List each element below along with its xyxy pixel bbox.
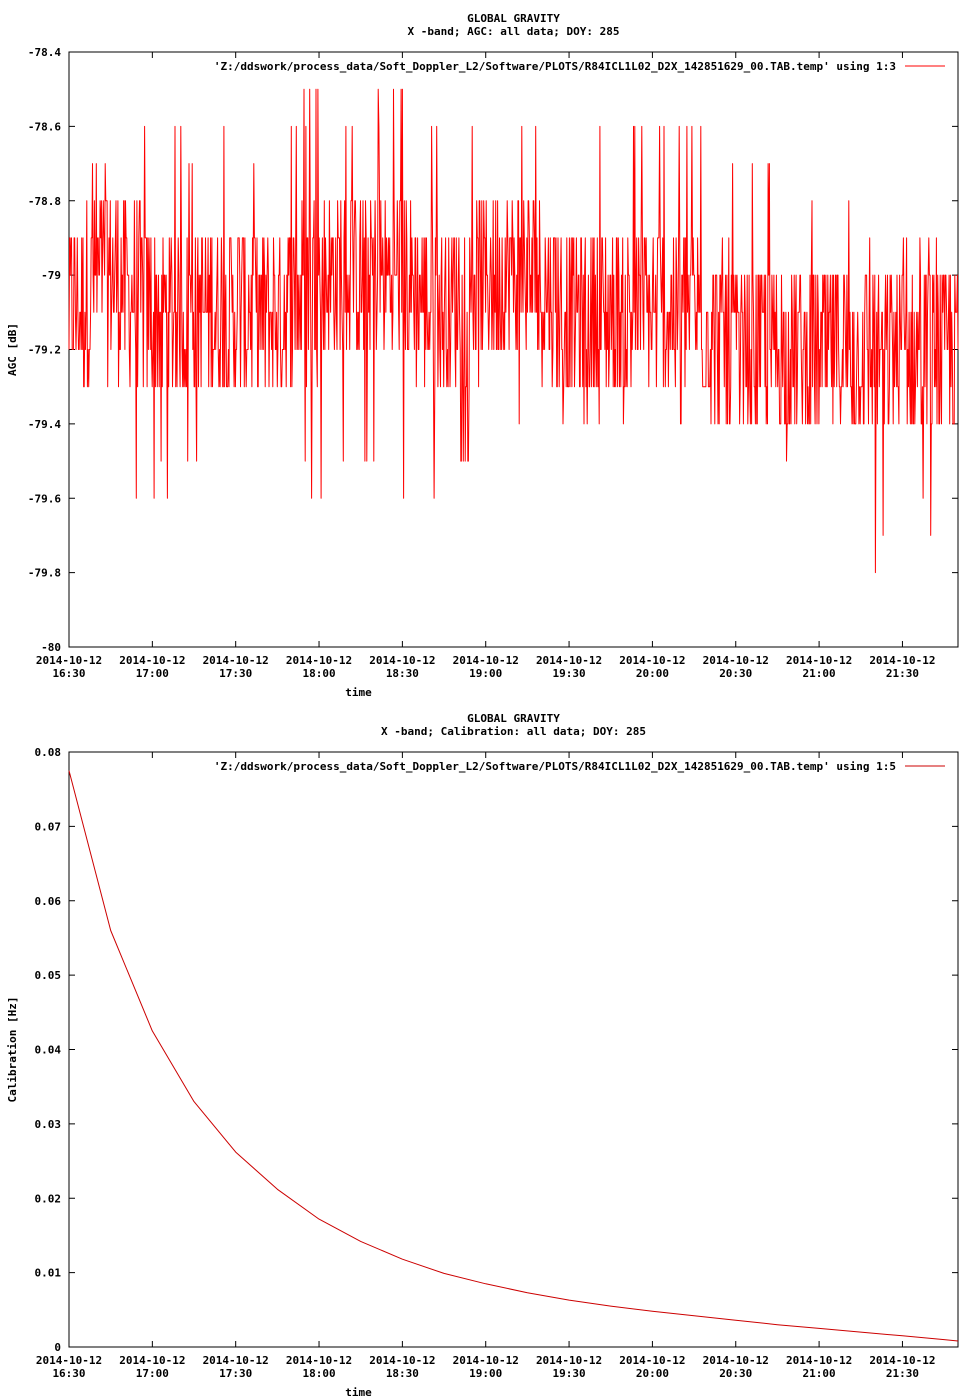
y-tick-label: -79.8 [27,566,61,580]
x-tick-date: 2014-10-12 [869,654,936,667]
x-tick-time: 18:00 [302,667,336,680]
x-tick-time: 19:00 [469,667,503,680]
legend-label: 'Z:/ddswork/process_data/Soft_Doppler_L2/Software/PLOTS/R84ICL1L02_D2X_142851629_00.TAB.temp' using 1:5 [213,760,896,773]
y-tick-label: 0.02 [34,1192,61,1206]
plot-frame [69,752,958,1347]
x-tick-time: 17:00 [135,667,169,680]
x-tick-date: 2014-10-12 [369,654,436,667]
y-tick-label: 0.05 [34,969,61,983]
x-tick-time: 16:30 [52,1367,86,1380]
x-tick-date: 2014-10-12 [285,1354,353,1367]
x-tick-date: 2014-10-12 [535,1354,603,1367]
chart-subtitle: X -band; AGC: all data; DOY: 285 [407,25,620,38]
y-tick-label: 0 [54,1341,61,1354]
x-axis-label: time [345,686,372,699]
x-tick-date: 2014-10-12 [35,1354,103,1367]
x-tick-date: 2014-10-12 [785,654,853,667]
y-tick-label: -79.6 [27,492,61,506]
y-tick-label: -78.4 [27,46,61,59]
x-tick-time: 16:30 [52,667,86,680]
x-tick-date: 2014-10-12 [785,1354,853,1367]
x-tick-time: 20:30 [719,1367,753,1380]
agc-chart [6,12,958,699]
chart-subtitle: X -band; Calibration: all data; DOY: 285 [381,725,646,738]
x-tick-date: 2014-10-12 [369,1354,436,1367]
x-tick-time: 21:30 [885,667,919,680]
y-tick-label: -78.8 [27,194,61,208]
y-tick-label: 0.06 [34,894,61,908]
x-tick-date: 2014-10-12 [35,654,103,667]
calibration-chart [6,712,958,1399]
x-tick-date: 2014-10-12 [619,654,686,667]
x-axis-label: time [345,1386,372,1399]
x-tick-time: 21:00 [802,667,836,680]
x-tick-date: 2014-10-12 [119,1354,186,1367]
chart-title: GLOBAL GRAVITY [467,12,560,25]
x-tick-time: 18:30 [385,667,419,680]
y-tick-label: -79.2 [27,343,61,357]
series-line [69,89,958,572]
x-tick-time: 18:00 [302,1367,336,1380]
y-tick-label: -79 [41,269,61,283]
y-tick-label: 0.01 [34,1266,61,1280]
x-tick-date: 2014-10-12 [535,654,603,667]
x-tick-date: 2014-10-12 [452,1354,519,1367]
y-tick-label: 0.07 [34,820,61,834]
chart-title: GLOBAL GRAVITY [467,712,560,725]
x-tick-time: 17:30 [219,667,253,680]
x-tick-time: 17:00 [135,1367,169,1380]
y-tick-label: -78.6 [27,120,61,134]
y-tick-label: 0.08 [34,746,61,759]
x-tick-date: 2014-10-12 [202,654,269,667]
x-tick-time: 18:30 [385,1367,419,1380]
x-tick-date: 2014-10-12 [869,1354,936,1367]
x-tick-time: 20:30 [719,667,753,680]
x-tick-date: 2014-10-12 [285,654,353,667]
x-tick-time: 17:30 [219,1367,253,1380]
x-tick-time: 21:00 [802,1367,836,1380]
y-tick-label: 0.03 [34,1117,61,1131]
x-tick-date: 2014-10-12 [452,654,519,667]
x-tick-time: 19:30 [552,1367,586,1380]
y-axis-label: AGC [dB] [6,323,19,376]
y-tick-label: -79.4 [27,417,61,431]
legend-label: 'Z:/ddswork/process_data/Soft_Doppler_L2/Software/PLOTS/R84ICL1L02_D2X_142851629_00.TAB.temp' using 1:3 [213,60,896,73]
x-tick-date: 2014-10-12 [619,1354,686,1367]
x-tick-date: 2014-10-12 [202,1354,269,1367]
series-line [69,771,958,1341]
x-tick-time: 21:30 [885,1367,919,1380]
x-tick-date: 2014-10-12 [702,654,769,667]
x-tick-date: 2014-10-12 [119,654,186,667]
x-tick-time: 20:00 [635,667,669,680]
x-tick-time: 19:30 [552,667,586,680]
y-axis-label: Calibration [Hz] [6,996,19,1103]
x-tick-time: 19:00 [469,1367,503,1380]
y-tick-label: -80 [41,641,61,654]
x-tick-date: 2014-10-12 [702,1354,769,1367]
x-tick-time: 20:00 [635,1367,669,1380]
y-tick-label: 0.04 [34,1043,61,1057]
